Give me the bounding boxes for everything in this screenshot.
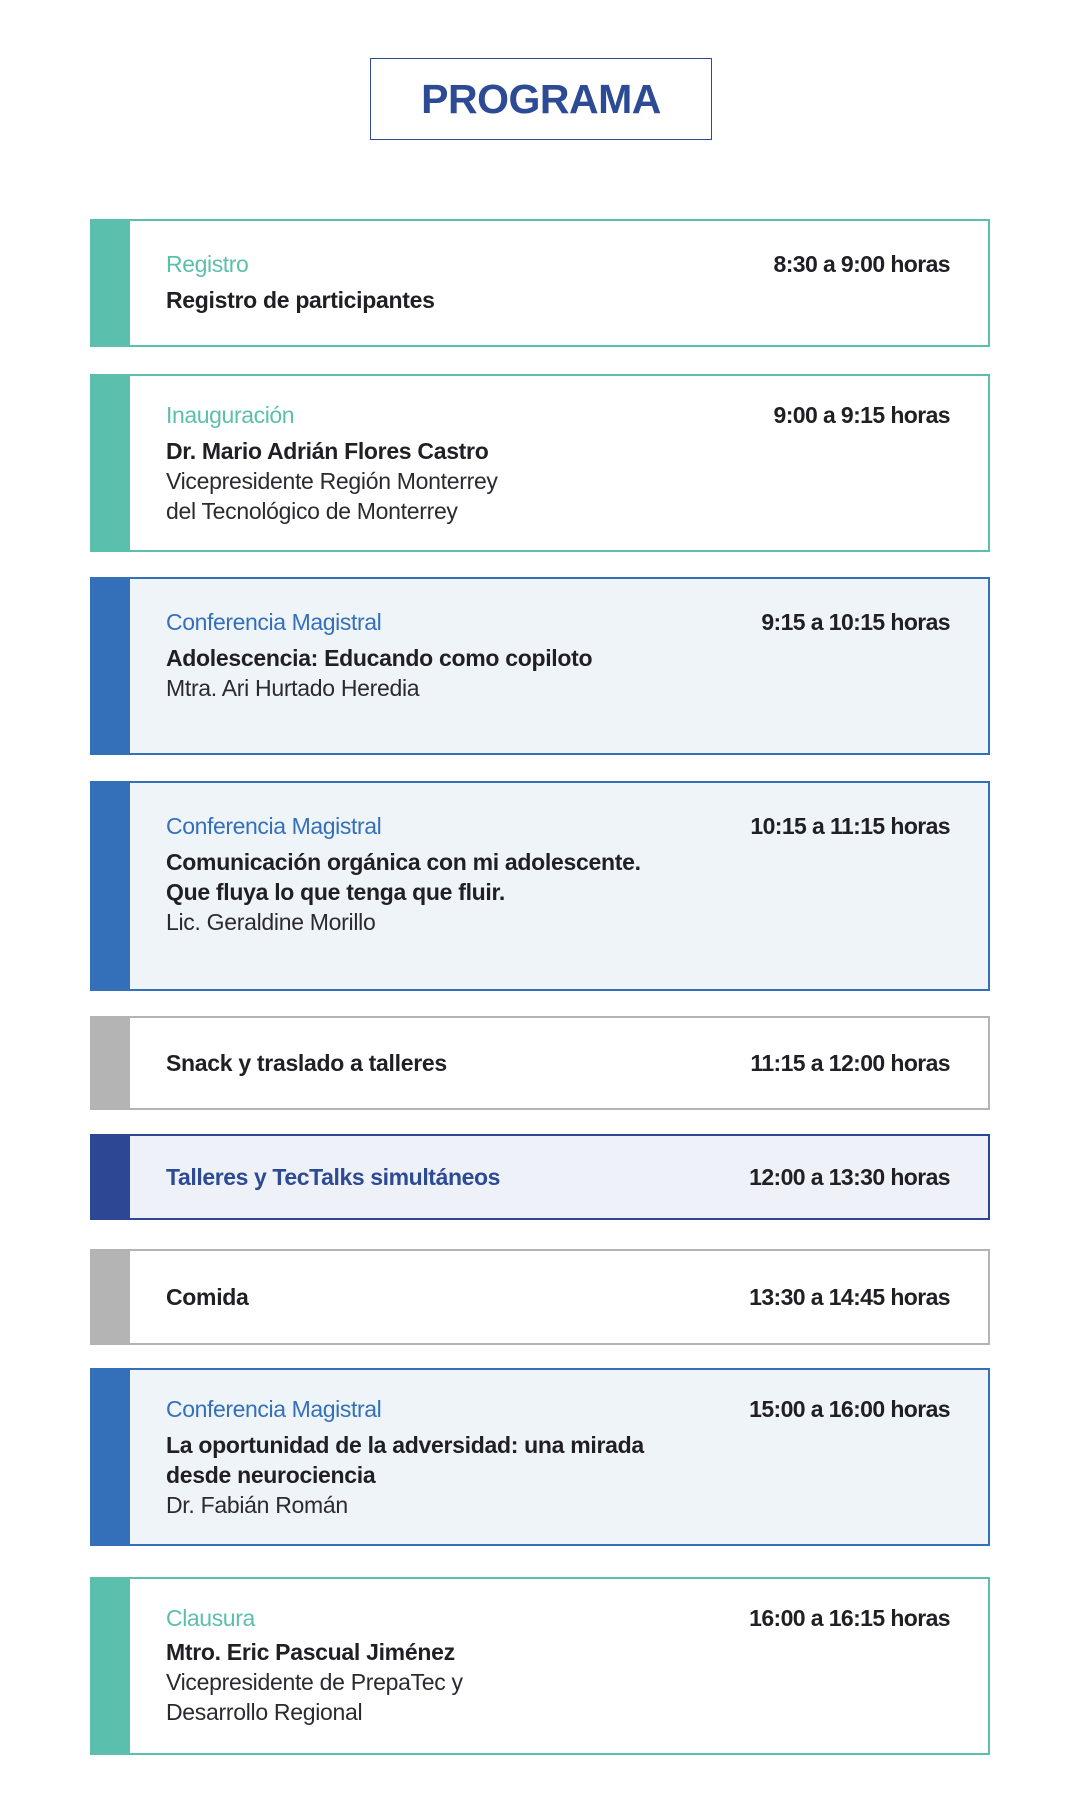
schedule-item-inauguracion xyxy=(90,374,990,552)
accent-bar xyxy=(90,1577,130,1755)
accent-bar xyxy=(90,781,130,991)
schedule-item-conferencia-2 xyxy=(90,781,990,991)
item-title: Comida xyxy=(166,1284,249,1310)
item-category: Talleres y TecTalks simultáneos xyxy=(166,1164,501,1190)
schedule-item-conferencia-3 xyxy=(90,1368,990,1546)
schedule-item-registro xyxy=(90,219,990,347)
item-time: 12:00 a 13:30 horas xyxy=(749,1164,950,1190)
item-subtitle: Desarrollo Regional xyxy=(166,1699,363,1725)
schedule-item-conferencia-1 xyxy=(90,577,990,755)
item-category: Registro xyxy=(166,251,249,277)
schedule-item-comida xyxy=(90,1249,990,1345)
accent-bar xyxy=(90,1368,130,1546)
accent-bar xyxy=(90,1134,130,1220)
item-category: Conferencia Magistral xyxy=(166,1396,382,1422)
item-title: Snack y traslado a talleres xyxy=(166,1050,447,1076)
accent-bar xyxy=(90,219,130,347)
item-title: Comunicación orgánica con mi adolescente. xyxy=(166,849,641,875)
accent-bar xyxy=(90,1249,130,1345)
program-title-box xyxy=(370,58,712,140)
item-subtitle: del Tecnológico de Monterrey xyxy=(166,498,458,524)
item-time: 13:30 a 14:45 horas xyxy=(749,1284,950,1310)
item-title: Mtro. Eric Pascual Jiménez xyxy=(166,1639,455,1665)
item-title: desde neurociencia xyxy=(166,1462,376,1488)
item-category: Conferencia Magistral xyxy=(166,609,382,635)
item-speaker: Lic. Geraldine Morillo xyxy=(166,909,376,935)
item-title: La oportunidad de la adversidad: una mirada xyxy=(166,1432,644,1458)
item-time: 11:15 a 12:00 horas xyxy=(750,1050,950,1076)
item-time: 8:30 a 9:00 horas xyxy=(773,251,950,277)
item-time: 10:15 a 11:15 horas xyxy=(750,813,950,839)
item-time: 16:00 a 16:15 horas xyxy=(749,1605,950,1631)
schedule-item-talleres xyxy=(90,1134,990,1220)
schedule-item-snack xyxy=(90,1016,990,1110)
schedule-item-clausura xyxy=(90,1577,990,1755)
accent-bar xyxy=(90,374,130,552)
item-title: Dr. Mario Adrián Flores Castro xyxy=(166,438,489,464)
item-time: 9:15 a 10:15 horas xyxy=(761,609,950,635)
item-speaker: Dr. Fabián Román xyxy=(166,1492,348,1518)
item-subtitle: Vicepresidente Región Monterrey xyxy=(166,468,498,494)
item-time: 9:00 a 9:15 horas xyxy=(773,402,950,428)
item-time: 15:00 a 16:00 horas xyxy=(749,1396,950,1422)
item-category: Clausura xyxy=(166,1605,255,1631)
accent-bar xyxy=(90,1016,130,1110)
item-title: Adolescencia: Educando como copiloto xyxy=(166,645,593,671)
item-title: Que fluya lo que tenga que fluir. xyxy=(166,879,505,905)
item-category: Conferencia Magistral xyxy=(166,813,382,839)
program-title: PROGRAMA xyxy=(421,75,661,122)
accent-bar xyxy=(90,577,130,755)
item-category: Inauguración xyxy=(166,402,295,428)
item-title: Registro de participantes xyxy=(166,287,435,313)
item-subtitle: Vicepresidente de PrepaTec y xyxy=(166,1669,463,1695)
item-speaker: Mtra. Ari Hurtado Heredia xyxy=(166,675,420,701)
